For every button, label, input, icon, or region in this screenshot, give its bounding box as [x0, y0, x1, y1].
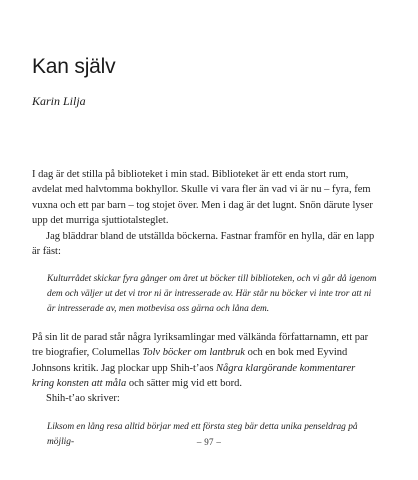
book-title-shih-tao: Några klargörande kommentarer kring konsten att måla: [32, 362, 356, 390]
book-title-columella: Tolv böcker om lantbruk: [142, 347, 245, 359]
author-name: Karin Lilja: [32, 94, 86, 108]
paragraph-4: Shih-t’ao skriver:: [46, 393, 120, 405]
page-number: – 97 –: [196, 437, 222, 447]
chapter-title: Kan själv: [32, 55, 116, 78]
paragraph-3-text-1: På sin lit de parad står några lyriksamlingar med välkända författarnamn, ett par tre biografier, Columellas: [32, 331, 369, 359]
body-text: [32, 167, 377, 449]
paragraph-2: Jag bläddrar bland de utställda böckerna. Fastnar framför en hylla, där en lapp är fäst:: [32, 230, 375, 258]
paragraph-3-text-2: och en bok med Eyvind Johnsons kritik. Jag plockar upp Shih-t’aos: [32, 347, 348, 374]
paragraph-3: [32, 330, 377, 392]
paragraph-3-text-3: och sätter mig vid ett bord.: [126, 378, 242, 390]
block-quote-2: Liksom en lång resa alltid börjar med ett första steg bär detta unika penseldrag på möjlig-: [47, 421, 358, 447]
block-quote-1: Kulturrådet skickar fyra gånger om året ut böcker till biblioteken, och vi går då igenom dem och väljer ut det vi tror ni är intresserade av. Här står nu böcker vi inte tror att ni är intresserade av, men motbevisa oss gärna och låna dem.: [47, 274, 377, 315]
paragraph-1: I dag är det stilla på biblioteket i min stad. Biblioteket är ett enda stort rum, avdelat med halvtomma bokhyllor. Skulle vi vara fler än vad vi är nu – fyra, fem vuxna och ett par barn – tog stojet över. Men i dag är det lugnt. Snön därute lyser upp det murriga sjuttiotalsteglet.: [32, 169, 373, 227]
